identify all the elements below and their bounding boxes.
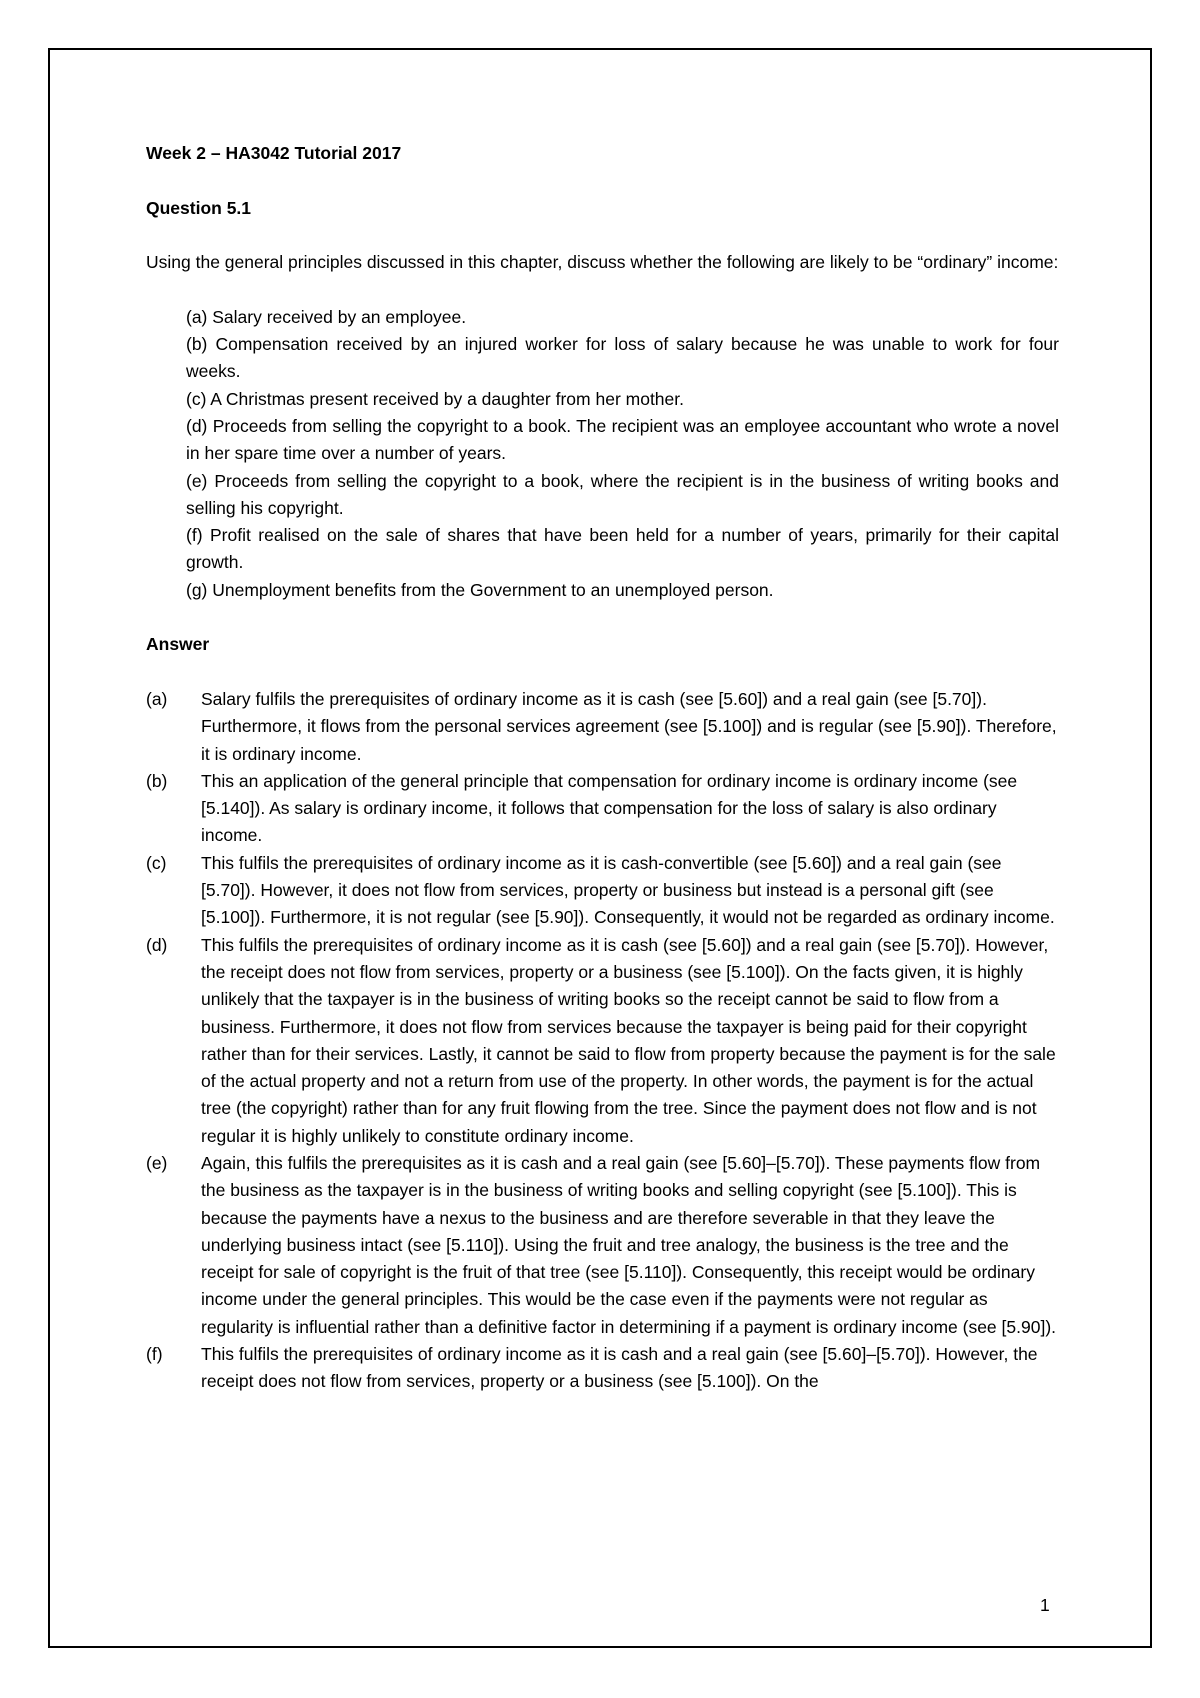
question-item-e: (e) Proceeds from selling the copyright to a book, where the recipient is in the business of writing books and selling his copyright. xyxy=(186,470,1059,518)
question-heading: Question 5.1 xyxy=(146,197,252,218)
answer-text: Again, this fulfils the prerequisites as it is cash and a real gain (see [5.60]–[5.70]). These payments flow from the business as the taxpayer is in the business of writing books and selling copyright (see [5.100]). This is because the payments have a nexus to the business and are therefore severable in that they leave the underlying business intact (see [5.110]). Using the fruit and tree analogy, the business is the tree and the receipt for sale of copyright is the fruit of that tree (see [5.110]). Consequently, this receipt would be ordinary income under the general principles. This would be the case even if the payments were not regular as regularity is influential rather than a definitive factor in determining if a payment is ordinary income (see [5.90]). xyxy=(201,1152,1057,1337)
answer-label: (a) xyxy=(146,688,168,709)
answer-item-b xyxy=(146,768,1059,850)
answer-label: (f) xyxy=(146,1344,163,1365)
question-item-f: (f) Profit realised on the sale of shares that have been held for a number of years, primarily for their capital growth. xyxy=(186,525,1059,573)
answer-text: This an application of the general principle that compensation for ordinary income is ordinary income (see [5.140]). As salary is ordinary income, it follows that compensation for the loss of salary is also ordinary income. xyxy=(201,770,1018,846)
document-body xyxy=(146,140,1059,1396)
question-intro: Using the general principles discussed in this chapter, discuss whether the following are likely to be “ordinary” income: xyxy=(146,252,1059,273)
answer-item-d xyxy=(146,932,1059,1150)
answer-label: (e) xyxy=(146,1152,168,1173)
answer-label: (b) xyxy=(146,770,168,791)
answer-list xyxy=(146,686,1059,1396)
answer-text: Salary fulfils the prerequisites of ordinary income as it is cash (see [5.60]) and a real gain (see [5.70]). Furthermore, it flows from the personal services agreement (see [5.100]) and is regular (see [5.90]). Therefore, it is ordinary income. xyxy=(201,688,1057,764)
question-item-b: (b) Compensation received by an injured worker for loss of salary because he was unable to work for four weeks. xyxy=(186,334,1059,382)
question-item-d: (d) Proceeds from selling the copyright to a book. The recipient was an employee accountant who wrote a novel in her spare time over a number of years. xyxy=(186,415,1059,464)
answer-label: (c) xyxy=(146,852,167,873)
answer-label: (d) xyxy=(146,934,168,955)
answer-text: This fulfils the prerequisites of ordinary income as it is cash and a real gain (see [5.60]–[5.70]). However, the receipt does not flow from services, property or a business (see [5.100]). On the xyxy=(201,1344,1038,1392)
answer-item-e xyxy=(146,1150,1059,1341)
question-item-g: (g) Unemployment benefits from the Government to an unemployed person. xyxy=(186,579,774,600)
document-title: Week 2 – HA3042 Tutorial 2017 xyxy=(146,143,402,163)
answer-text: This fulfils the prerequisites of ordinary income as it is cash (see [5.60]) and a real gain (see [5.70]). However, the receipt does not flow from services, property or a business (see [5.100]). On the facts given, it is highly unlikely that the taxpayer is in the business of writing books so the receipt cannot be said to flow from a business. Furthermore, it does not flow from services because the taxpayer is being paid for their copyright rather than for their services. Lastly, it cannot be said to flow from property because the payment is for the sale of the actual property and not a return from use of the property. In other words, the payment is for the actual tree (the copyright) rather than for any fruit flowing from the tree. Since the payment does not flow and is not regular it is highly unlikely to constitute ordinary income. xyxy=(201,934,1056,1146)
answer-item-c xyxy=(146,850,1059,932)
answer-text: This fulfils the prerequisites of ordinary income as it is cash-convertible (see [5.60]) and a real gain (see [5.70]). However, it does not flow from services, property or business but instead is a personal gift (see [5.100]). Furthermore, it is not regular (see [5.90]). Consequently, it would not be regarded as ordinary income. xyxy=(201,852,1055,928)
question-list xyxy=(186,304,1059,604)
question-item-c: (c) A Christmas present received by a daughter from her mother. xyxy=(186,388,684,409)
answer-item-f xyxy=(146,1341,1059,1396)
page-number: 1 xyxy=(1040,1595,1050,1615)
answer-heading: Answer xyxy=(146,634,210,655)
question-item-a: (a) Salary received by an employee. xyxy=(186,306,467,327)
answer-item-a xyxy=(146,686,1059,768)
